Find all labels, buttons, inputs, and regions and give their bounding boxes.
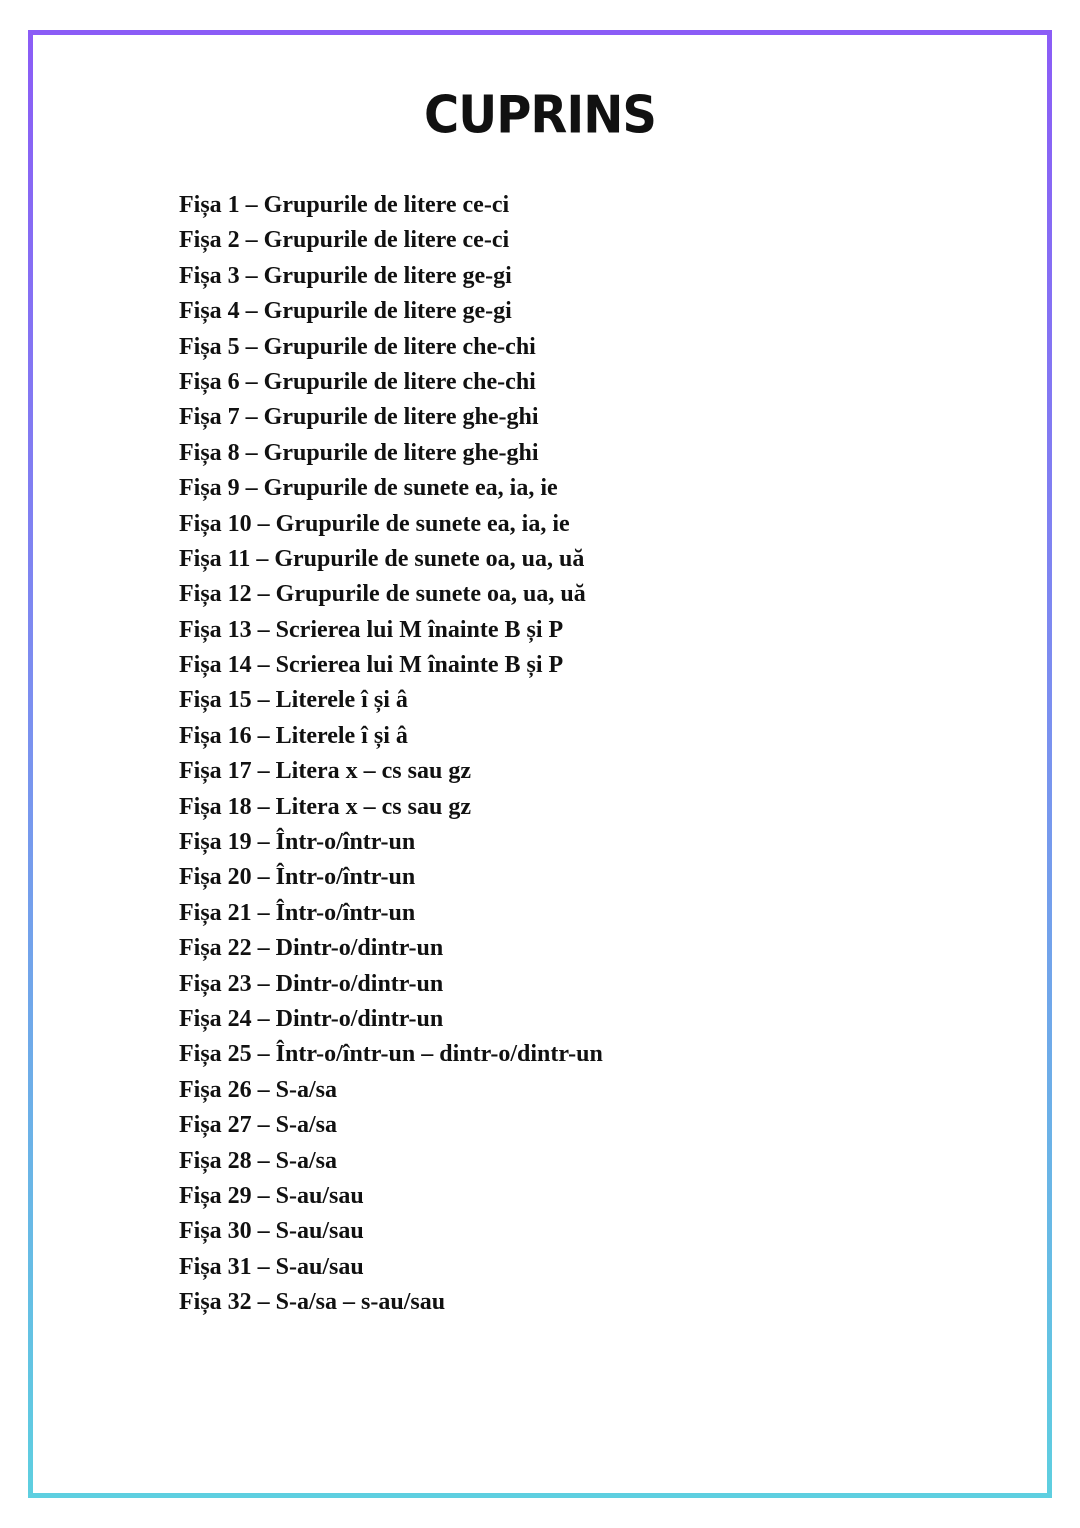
toc-item: Fișa 20 – Într-o/într-un [179, 864, 416, 891]
toc-item: Fișa 3 – Grupurile de litere ge-gi [179, 262, 512, 289]
toc-item: Fișa 13 – Scrierea lui M înainte B și P [179, 616, 564, 643]
toc-item: Fișa 29 – S-au/sau [179, 1182, 364, 1209]
toc-item: Fișa 7 – Grupurile de litere ghe-ghi [179, 404, 539, 431]
toc-item: Fișa 21 – Într-o/într-un [179, 899, 416, 926]
toc-item: Fișa 31 – S-au/sau [179, 1253, 364, 1280]
toc-item: Fișa 11 – Grupurile de sunete oa, ua, uă [179, 545, 585, 572]
toc-item: Fișa 9 – Grupurile de sunete ea, ia, ie [179, 475, 558, 502]
toc-item: Fișa 18 – Litera x – cs sau gz [179, 793, 471, 820]
toc-item: Fișa 24 – Dintr-o/dintr-un [179, 1005, 444, 1032]
toc-item: Fișa 16 – Literele î și â [179, 722, 408, 749]
toc-item: Fișa 27 – S-a/sa [179, 1112, 338, 1139]
toc-item: Fișa 2 – Grupurile de litere ce-ci [179, 227, 510, 254]
page-content [33, 35, 1047, 1493]
page-border [28, 30, 1052, 1498]
toc-item: Fișa 15 – Literele î și â [179, 687, 408, 714]
toc-item: Fișa 6 – Grupurile de litere che-chi [179, 368, 536, 395]
toc-item: Fișa 10 – Grupurile de sunete ea, ia, ie [179, 510, 570, 537]
toc-item: Fișa 32 – S-a/sa – s-au/sau [179, 1289, 446, 1316]
toc-item: Fișa 5 – Grupurile de litere che-chi [179, 333, 536, 360]
toc-item: Fișa 30 – S-au/sau [179, 1218, 364, 1245]
toc-item: Fișa 4 – Grupurile de litere ge-gi [179, 298, 512, 325]
toc-item: Fișa 19 – Într-o/într-un [179, 829, 416, 856]
toc-item: Fișa 22 – Dintr-o/dintr-un [179, 935, 444, 962]
toc-item: Fișa 1 – Grupurile de litere ce-ci [179, 192, 510, 218]
toc-item: Fișa 8 – Grupurile de litere ghe-ghi [179, 439, 539, 466]
toc-item: Fișa 25 – Într-o/într-un – dintr-o/dintr-un [179, 1041, 603, 1068]
toc-item: Fișa 28 – S-a/sa [179, 1147, 338, 1174]
toc-item: Fișa 14 – Scrierea lui M înainte B și P [179, 652, 564, 679]
page-title: CUPRINS [424, 84, 656, 146]
table-of-contents [179, 188, 603, 1321]
toc-item: Fișa 23 – Dintr-o/dintr-un [179, 970, 444, 997]
toc-item: Fișa 17 – Litera x – cs sau gz [179, 758, 471, 785]
toc-item: Fișa 26 – S-a/sa [179, 1076, 338, 1103]
toc-item: Fișa 12 – Grupurile de sunete oa, ua, uă [179, 581, 586, 608]
